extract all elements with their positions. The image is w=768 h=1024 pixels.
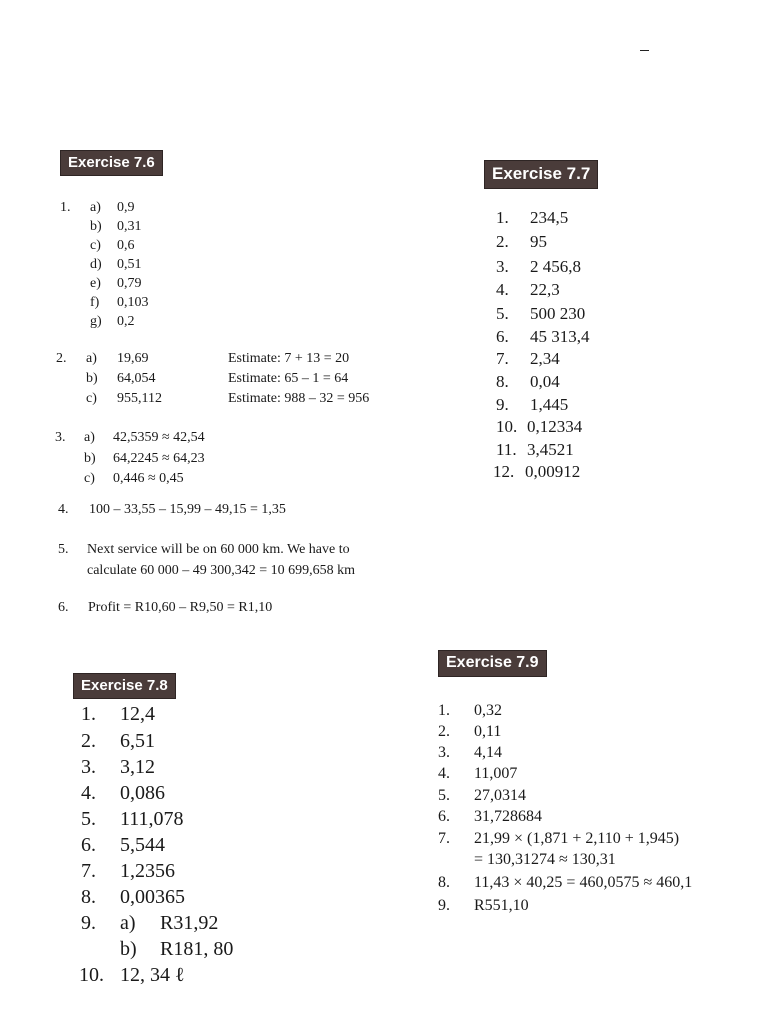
- answer: 0,31: [117, 219, 142, 234]
- estimate: Estimate: 988 – 32 = 956: [228, 391, 370, 406]
- part-label: a): [84, 430, 95, 445]
- item-number: 10.: [496, 417, 518, 436]
- item-number: 4.: [496, 280, 509, 299]
- item-number: 6.: [496, 327, 509, 346]
- item-number: 1.: [496, 208, 509, 227]
- answer: 4,14: [474, 744, 502, 761]
- item-number: 8.: [496, 372, 509, 391]
- item-number: 2.: [496, 232, 509, 251]
- answer: 0,51: [117, 257, 142, 272]
- answer: 0,9: [117, 200, 135, 215]
- part-label: c): [86, 391, 97, 406]
- answer: 11,007: [474, 765, 518, 782]
- exercise-7-7-title: Exercise 7.7: [484, 160, 598, 189]
- part-label: c): [84, 471, 95, 486]
- question-number: 5.: [58, 542, 69, 557]
- item-number: 4.: [438, 765, 450, 782]
- part-label: a): [120, 912, 136, 934]
- item-number: 10.: [79, 964, 104, 986]
- item-number: 4.: [81, 782, 96, 804]
- part-label: b): [90, 219, 102, 234]
- answer: 0,00365: [120, 886, 185, 908]
- item-number: 5.: [438, 787, 450, 804]
- answer: 19,69: [117, 351, 149, 366]
- answer: 955,112: [117, 391, 162, 406]
- answer: 0,04: [530, 372, 560, 391]
- answer: 0,6: [117, 238, 135, 253]
- part-label: a): [86, 351, 97, 366]
- part-label: d): [90, 257, 102, 272]
- answer: 3,12: [120, 756, 155, 778]
- answer: 0,32: [474, 702, 502, 719]
- part-label: b): [86, 371, 98, 386]
- answer: 0,2: [117, 314, 135, 329]
- exercise-7-9-title: Exercise 7.9: [438, 650, 547, 677]
- answer: 27,0314: [474, 787, 526, 804]
- item-number: 8.: [81, 886, 96, 908]
- answer: 12,4: [120, 703, 155, 725]
- item-number: 9.: [81, 912, 96, 934]
- answer: 2 456,8: [530, 257, 581, 276]
- item-number: 8.: [438, 874, 450, 891]
- question-number: 6.: [58, 600, 69, 615]
- answer-line: Next service will be on 60 000 km. We have to: [87, 542, 350, 557]
- answer: 111,078: [120, 808, 184, 830]
- answer: 100 – 33,55 – 15,99 – 49,15 = 1,35: [89, 502, 286, 517]
- answer: 64,2245 ≈ 64,23: [113, 451, 205, 466]
- estimate: Estimate: 65 – 1 = 64: [228, 371, 349, 386]
- item-number: 9.: [438, 897, 450, 914]
- item-number: 7.: [496, 349, 509, 368]
- answer: 45 313,4: [530, 327, 590, 346]
- answer: 11,43 × 40,25 = 460,0575 ≈ 460,1: [474, 874, 693, 891]
- answer: 95: [530, 232, 547, 251]
- item-number: 12.: [493, 462, 515, 481]
- answer: 500 230: [530, 304, 586, 323]
- answer-line: = 130,31274 ≈ 130,31: [474, 851, 616, 868]
- exercise-7-8-title: Exercise 7.8: [73, 673, 176, 699]
- part-label: b): [84, 451, 96, 466]
- answer: 2,34: [530, 349, 560, 368]
- item-number: 1.: [438, 702, 450, 719]
- part-label: f): [90, 295, 100, 310]
- answer: 0,79: [117, 276, 142, 291]
- exercise-7-6-title: Exercise 7.6: [60, 150, 163, 176]
- answer-line: calculate 60 000 – 49 300,342 = 10 699,658 km: [87, 563, 356, 578]
- item-number: 11.: [496, 440, 517, 459]
- answer: 0,11: [474, 723, 502, 740]
- question-number: 4.: [58, 502, 69, 517]
- item-number: 3.: [81, 756, 96, 778]
- question-number: 3.: [55, 430, 66, 445]
- answer-line: 21,99 × (1,871 + 2,110 + 1,945): [474, 830, 680, 847]
- estimate: Estimate: 7 + 13 = 20: [228, 351, 350, 366]
- part-label: c): [90, 238, 101, 253]
- answer: 1,2356: [120, 860, 175, 882]
- answer: 0,00912: [525, 462, 581, 481]
- answer: R551,10: [474, 897, 529, 914]
- answer: 0,446 ≈ 0,45: [113, 471, 184, 486]
- item-number: 3.: [438, 744, 450, 761]
- answer: 22,3: [530, 280, 560, 299]
- item-number: 1.: [81, 703, 96, 725]
- item-number: 6.: [438, 808, 450, 825]
- part-label: a): [90, 200, 101, 215]
- item-number: 2.: [81, 730, 96, 752]
- answer: 6,51: [120, 730, 155, 752]
- answer: 0,103: [117, 295, 149, 310]
- answer: 234,5: [530, 208, 569, 227]
- item-number: 9.: [496, 395, 509, 414]
- page-mark: [640, 50, 649, 51]
- answer: Profit = R10,60 – R9,50 = R1,10: [88, 600, 273, 615]
- answer: R31,92: [160, 912, 219, 934]
- part-label: e): [90, 276, 101, 291]
- answer: 12, 34 ℓ: [120, 964, 185, 986]
- question-number: 2.: [56, 351, 67, 366]
- answer: 31,728684: [474, 808, 542, 825]
- answer: 64,054: [117, 371, 156, 386]
- item-number: 7.: [438, 830, 450, 847]
- answer: 3,4521: [527, 440, 574, 459]
- part-label: g): [90, 314, 102, 329]
- answer: 1,445: [530, 395, 569, 414]
- item-number: 5.: [496, 304, 509, 323]
- answer: 5,544: [120, 834, 165, 856]
- answer: 0,086: [120, 782, 165, 804]
- answer: 0,12334: [527, 417, 583, 436]
- item-number: 5.: [81, 808, 96, 830]
- question-number: 1.: [60, 200, 71, 215]
- answer: 42,5359 ≈ 42,54: [113, 430, 205, 445]
- part-label: b): [120, 938, 137, 960]
- item-number: 3.: [496, 257, 509, 276]
- item-number: 2.: [438, 723, 450, 740]
- item-number: 7.: [81, 860, 96, 882]
- item-number: 6.: [81, 834, 96, 856]
- answer: R181, 80: [160, 938, 234, 960]
